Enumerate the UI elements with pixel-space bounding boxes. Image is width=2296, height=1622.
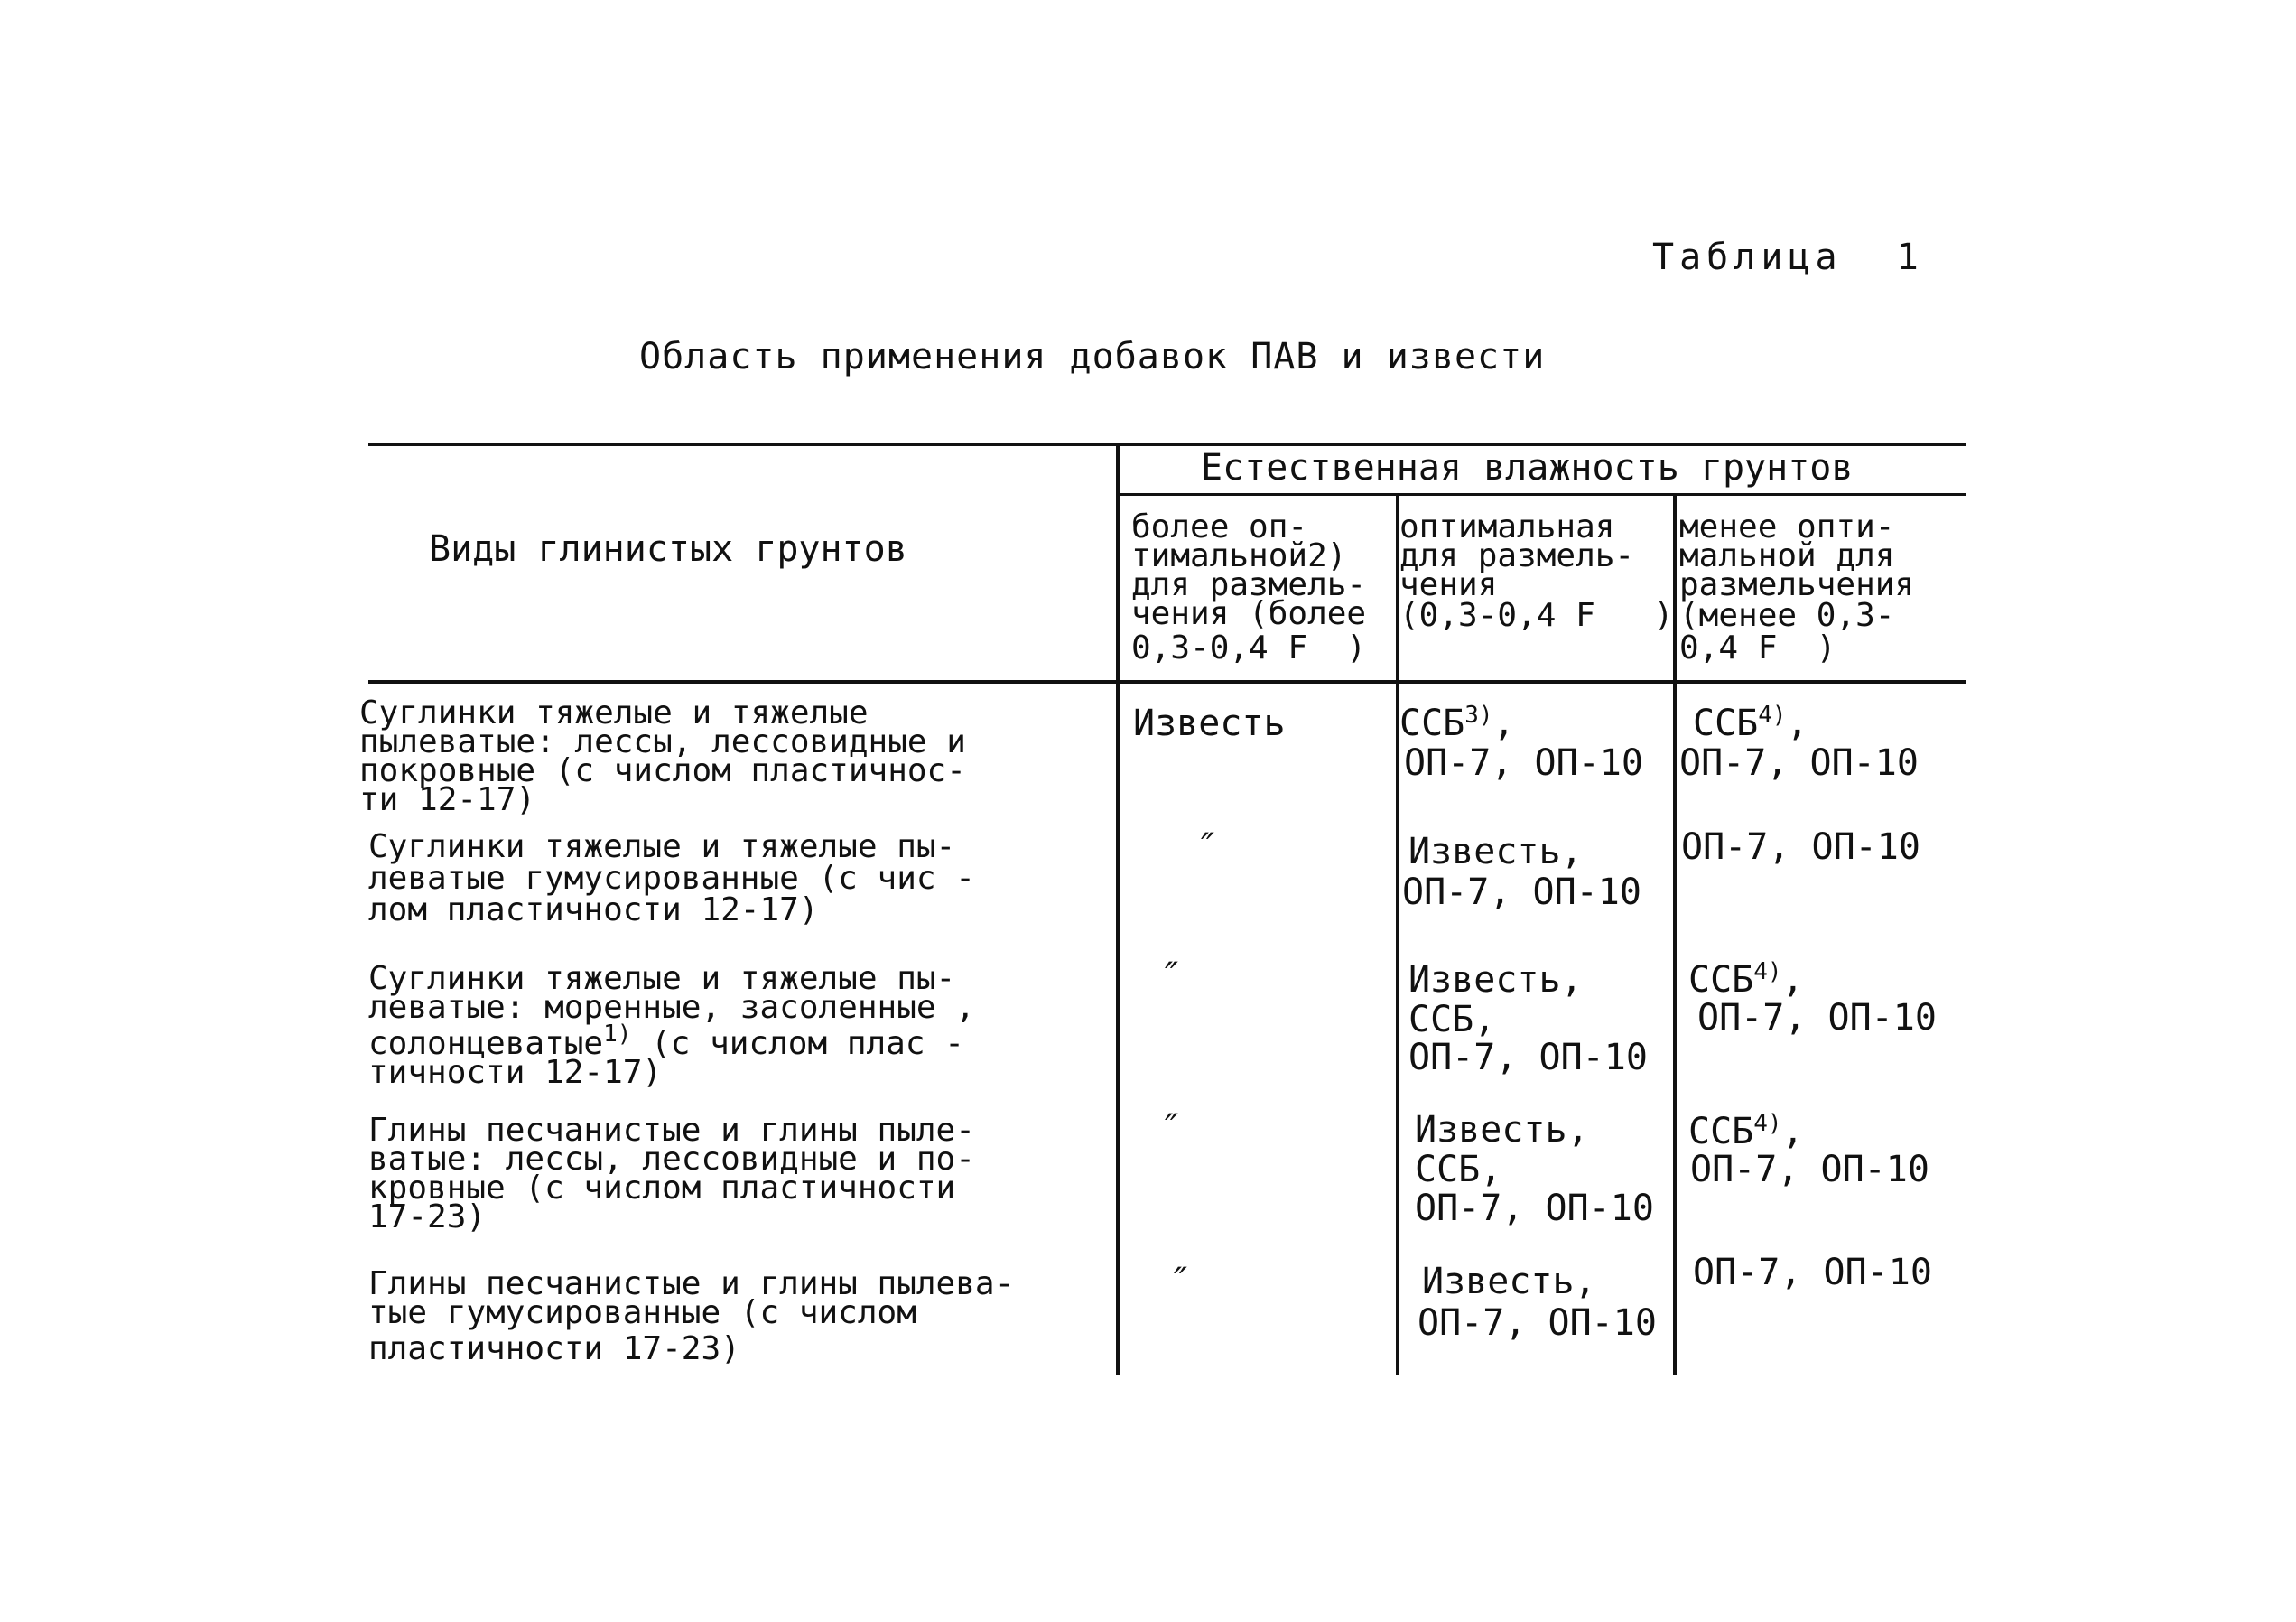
value-optimal: ССБ$^{3)}$, — [1399, 702, 1515, 744]
soil-line: леватые гумусированные (с чис - — [368, 860, 975, 897]
rule-top — [368, 443, 1966, 446]
value-optimal: ССБ, — [1415, 1149, 1502, 1190]
rule-subheader — [1118, 493, 1966, 496]
soil-line: солонцеватые$^{1)}$ (с числом плас - — [368, 1021, 964, 1062]
soil-line: пластичности 17-23) — [368, 1330, 740, 1367]
soil-line: тичности 12-17) — [368, 1054, 663, 1091]
value-less: ОП-7, ОП-10 — [1681, 826, 1920, 868]
soil-line: Суглинки тяжелые и тяжелые пы- — [368, 828, 956, 865]
soil-line: покровные (с числом пластичнос- — [359, 752, 966, 789]
soil-line: ти 12-17) — [359, 781, 536, 818]
rule-header-bottom — [368, 680, 1966, 684]
header-col-more-line: чения (более — [1131, 595, 1367, 632]
soil-line: пылеватые: лессы, лессовидные и — [359, 723, 966, 760]
header-col-more-line: для размель- — [1131, 566, 1367, 603]
table-title: Область применения добавок ПАВ и извести — [639, 336, 1546, 378]
value-optimal: ОП-7, ОП-10 — [1404, 742, 1643, 784]
header-col-optimal-line: оптимальная — [1399, 508, 1615, 545]
value-optimal: Известь, — [1415, 1109, 1589, 1151]
soil-line: ватые: лессы, лессовидные и по- — [368, 1141, 975, 1178]
soil-line: тые гумусированные (с числом — [368, 1294, 916, 1331]
soil-line: Суглинки тяжелые и тяжелые пы- — [368, 960, 956, 997]
value-less: ОП-7, ОП-10 — [1693, 1252, 1932, 1293]
rule-col-3 — [1673, 495, 1677, 1375]
header-col-less-line: менее опти- — [1679, 508, 1895, 545]
value-optimal: Известь, — [1408, 959, 1583, 1001]
soil-line: леватые: моренные, засоленные , — [368, 989, 975, 1026]
header-col-less-line: 0,4 F ) — [1679, 629, 1836, 667]
soil-line: Суглинки тяжелые и тяжелые — [359, 694, 869, 732]
table-number-label: Таблица 1 — [1652, 237, 1924, 278]
ditto-mark: ″ — [1201, 826, 1214, 868]
header-soil-types: Виды глинистых грунтов — [429, 528, 907, 570]
soil-line: 17-23) — [368, 1198, 487, 1235]
value-less: ССБ$^{4)}$, — [1693, 702, 1808, 744]
value-less: ССБ$^{4)}$, — [1688, 958, 1804, 1001]
header-col-optimal-line: для размель- — [1399, 537, 1635, 574]
value-optimal: ОП-7, ОП-10 — [1402, 872, 1641, 913]
value-less: ОП-7, ОП-10 — [1690, 1149, 1929, 1190]
value-optimal: Известь, — [1408, 831, 1583, 872]
soil-line: кровные (с числом пластичности — [368, 1170, 956, 1207]
header-col-optimal-line: (0,3-0,4 F ) — [1399, 597, 1674, 634]
value-optimal: ОП-7, ОП-10 — [1415, 1188, 1654, 1229]
value-less: ССБ$^{4)}$, — [1688, 1110, 1804, 1152]
header-col-more-line: более оп- — [1131, 508, 1308, 545]
ditto-mark: ″ — [1174, 1261, 1187, 1302]
header-col-more-line: тимальной2) — [1131, 537, 1347, 574]
value-optimal: ССБ, — [1408, 999, 1496, 1040]
value-less: ОП-7, ОП-10 — [1679, 742, 1919, 784]
ditto-mark: ″ — [1165, 1107, 1178, 1149]
value-less: ОП-7, ОП-10 — [1697, 997, 1937, 1039]
header-col-less-line: мальной для — [1679, 537, 1895, 574]
value-more: Известь — [1133, 703, 1286, 744]
header-col-less-line: (менее 0,3- — [1679, 597, 1895, 634]
header-col-more-line: 0,3-0,4 F ) — [1131, 629, 1367, 667]
header-col-optimal-line: чения — [1399, 566, 1498, 603]
soil-line: лом пластичности 12-17) — [368, 891, 819, 928]
soil-line: Глины песчанистые и глины пылева- — [368, 1265, 1015, 1302]
header-col-less-line: размельчения — [1679, 566, 1915, 603]
value-optimal: ОП-7, ОП-10 — [1408, 1037, 1648, 1078]
header-moisture-group: Естественная влажность грунтов — [1201, 447, 1854, 489]
rule-col-1 — [1116, 443, 1120, 1375]
value-optimal: Известь, — [1422, 1261, 1596, 1302]
ditto-mark: ″ — [1165, 955, 1178, 997]
value-optimal: ОП-7, ОП-10 — [1418, 1302, 1657, 1344]
soil-line: Глины песчанистые и глины пыле- — [368, 1112, 975, 1149]
